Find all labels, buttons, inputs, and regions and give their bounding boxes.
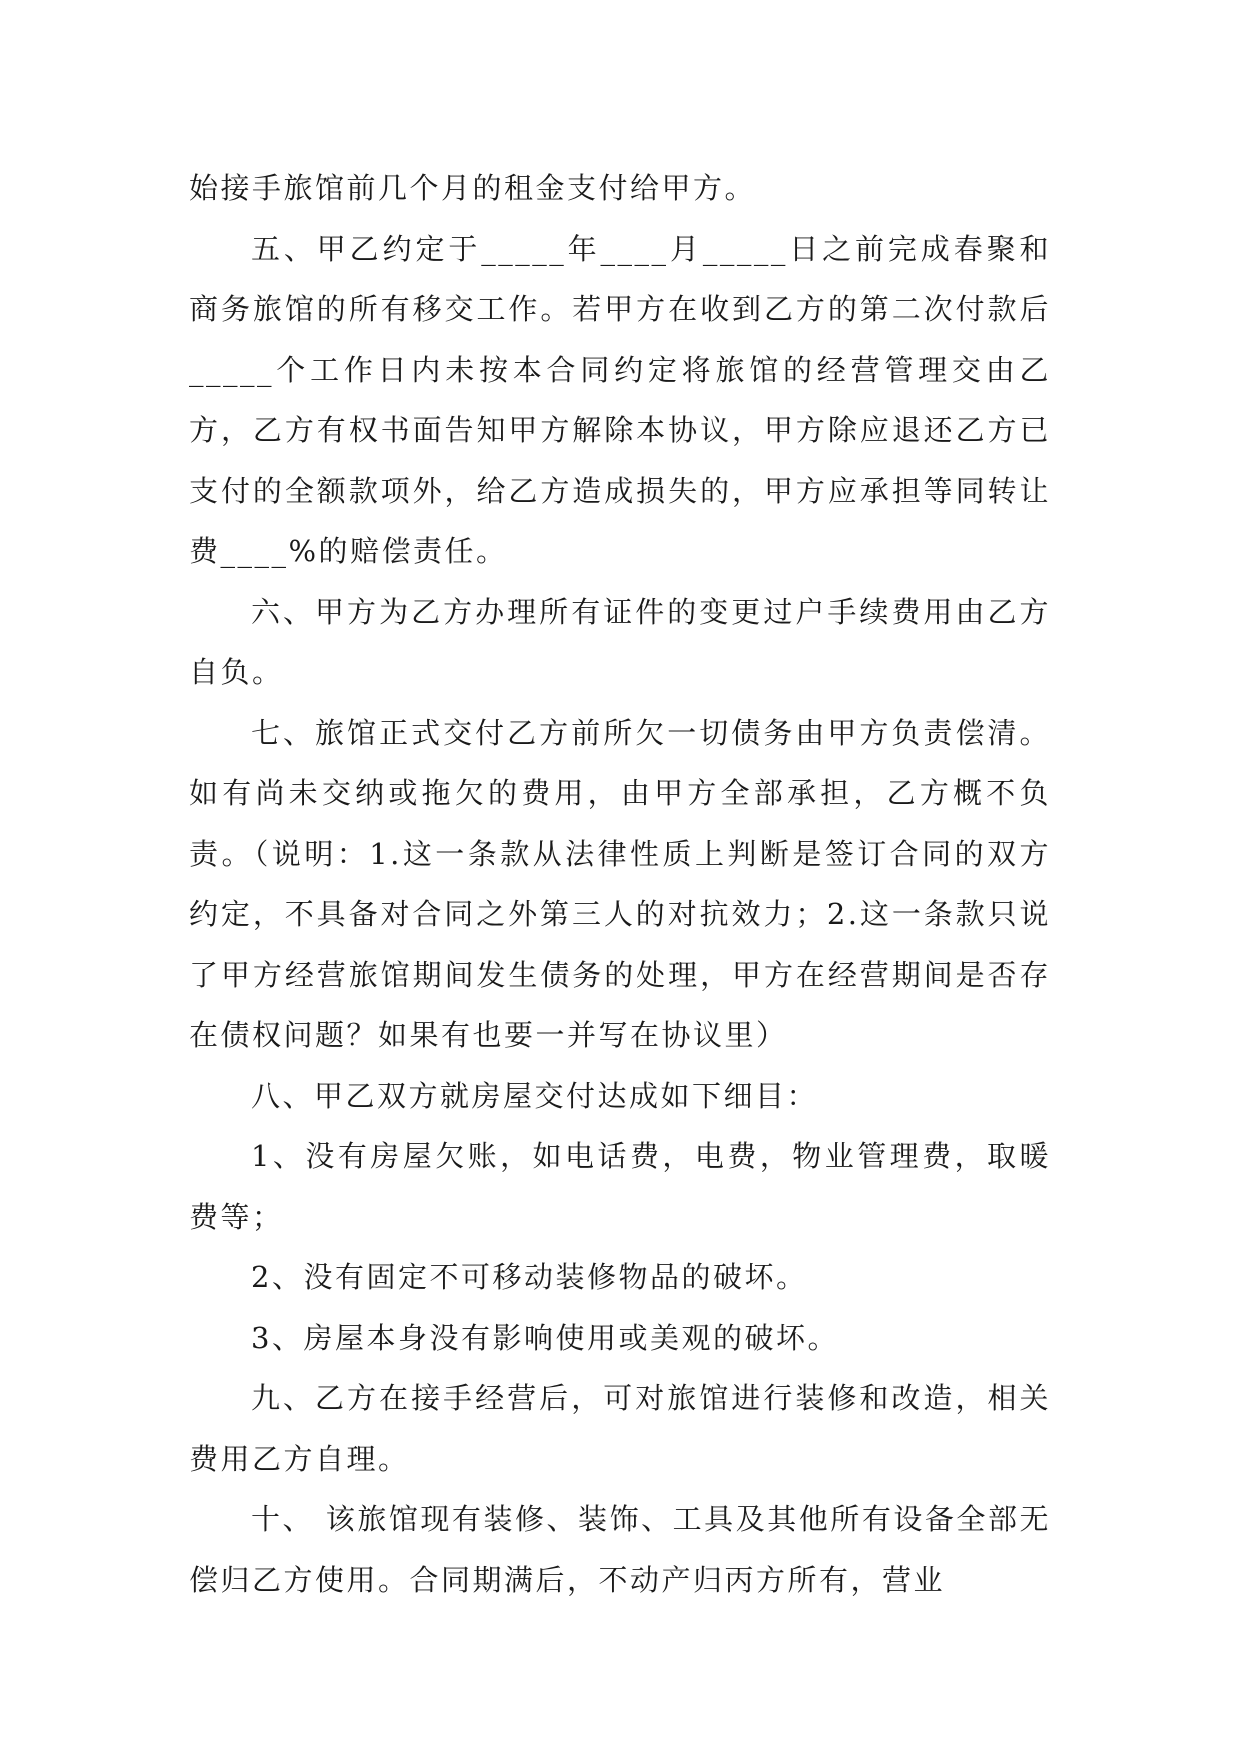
paragraph-clause-9: 九、乙方在接手经营后，可对旅馆进行装修和改造，相关费用乙方自理。 [189, 1381, 1051, 1476]
paragraph-clause-7: 七、旅馆正式交付乙方前所欠一切债务由甲方负责偿清。如有尚未交纳或拖欠的费用，由甲方全部承担，乙方概不负责。（说明：1.这一条款从法律性质上判断是签订合同的双方约定，不具备对合同之外第三人的对抗效力；2.这一条款只说了甲方经营旅馆期间发生债务的处理，甲方在经营期间是否存在债权问题？如果有也要一并写在协议里） [189, 715, 1051, 1052]
paragraph-clause-6: 六、甲方为乙方办理所有证件的变更过户手续费用由乙方自负。 [189, 594, 1051, 689]
paragraph-clause-5: 五、甲乙约定于_____年____月_____日之前完成春聚和商务旅馆的所有移交工作。若甲方在收到乙方的第二次付款后_____个工作日内未按本合同约定将旅馆的经营管理交由乙方，乙方有权书面告知甲方解除本协议，甲方除应退还乙方已支付的全额款项外，给乙方造成损失的，甲方应承担等同转让费____%的赔偿责任。 [189, 231, 1051, 568]
paragraph-clause-8-item-1: 1、没有房屋欠账，如电话费，电费，物业管理费，取暖费等； [189, 1139, 1051, 1234]
document-body [189, 158, 1051, 1610]
paragraph-clause-8: 八、甲乙双方就房屋交付达成如下细目： [251, 1078, 819, 1113]
paragraph-continuation: 始接手旅馆前几个月的租金支付给甲方。 [189, 171, 757, 205]
paragraph-clause-10: 十、 该旅馆现有装修、装饰、工具及其他所有设备全部无偿归乙方使用。合同期满后，不动产归丙方所有，营业 [189, 1502, 1051, 1597]
paragraph-clause-8-item-2: 2、没有固定不可移动装修物品的破坏。 [251, 1260, 808, 1294]
paragraph-clause-8-item-3: 3、房屋本身没有影响使用或美观的破坏。 [251, 1320, 839, 1355]
